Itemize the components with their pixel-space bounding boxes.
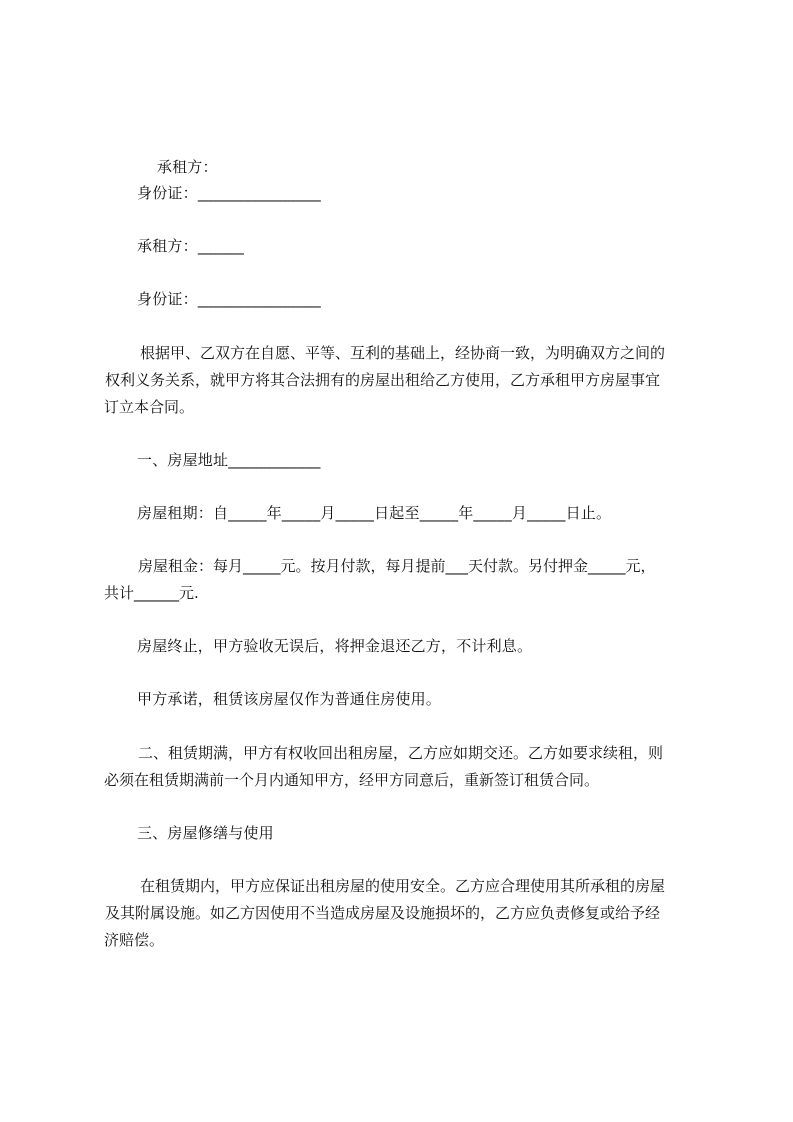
section-3-heading: 三、房屋修缮与使用 [137,824,274,842]
section-1-heading: 一、房屋地址____________ [137,451,321,469]
section-3-line-1: 在租赁期内，甲方应保证出租房屋的使用安全。乙方应合理使用其所承租的房屋 [140,877,666,895]
id-1-label: 身份证： [137,184,198,202]
lessee-2-label: 承租方： [137,237,198,255]
landlord-promise-line: 甲方承诺，租赁该房屋仅作为普通住房使用。 [137,690,442,708]
id-2-label: 身份证： [137,290,198,308]
preamble-line-3: 订立本合同。 [104,398,195,416]
id-1-blank: ________________ [197,184,322,202]
rent-line-2: 共计______元. [104,584,199,602]
preamble-line-1: 根据甲、乙双方在自愿、平等、互利的基础上，经协商一致，为明确双方之间的 [140,344,666,362]
rent-line-1: 房屋租金：每月_____元。按月付款，每月提前___天付款。另付押金_____元， [138,557,656,575]
preamble-paragraph [104,340,704,421]
id-1-line [137,180,321,207]
id-2-line [137,286,321,313]
section-2-paragraph [104,740,704,794]
section-3-line-2: 及其附属设施。如乙方因使用不当造成房屋及设施损坏的，乙方应负责修复或给予经 [105,904,661,922]
lessee-2-line [137,233,244,260]
preamble-line-2: 权利义务关系，就甲方将其合法拥有的房屋出租给乙方使用，乙方承租甲方房屋事宜 [105,371,661,389]
section-3-paragraph [104,873,704,954]
rental-term-line: 房屋租期：自_____年_____月_____日起至_____年_____月_____日止。 [137,504,612,522]
section-2-line-1: 二、租赁期满，甲方有权收回出租房屋，乙方应如期交还。乙方如要求续租，则 [138,744,664,762]
rent-paragraph [104,553,704,607]
section-3-line-3: 济赔偿。 [104,931,165,949]
lessee-2-blank: ______ [197,237,245,255]
lessee-1-label: 承租方： [156,158,218,176]
section-2-line-2: 必须在租赁期满前一个月内通知甲方，经甲方同意后，重新签订租赁合同。 [104,771,600,789]
termination-line: 房屋终止，甲方验收无误后，将押金退还乙方，不计利息。 [137,637,533,655]
id-2-blank: ________________ [197,290,322,308]
